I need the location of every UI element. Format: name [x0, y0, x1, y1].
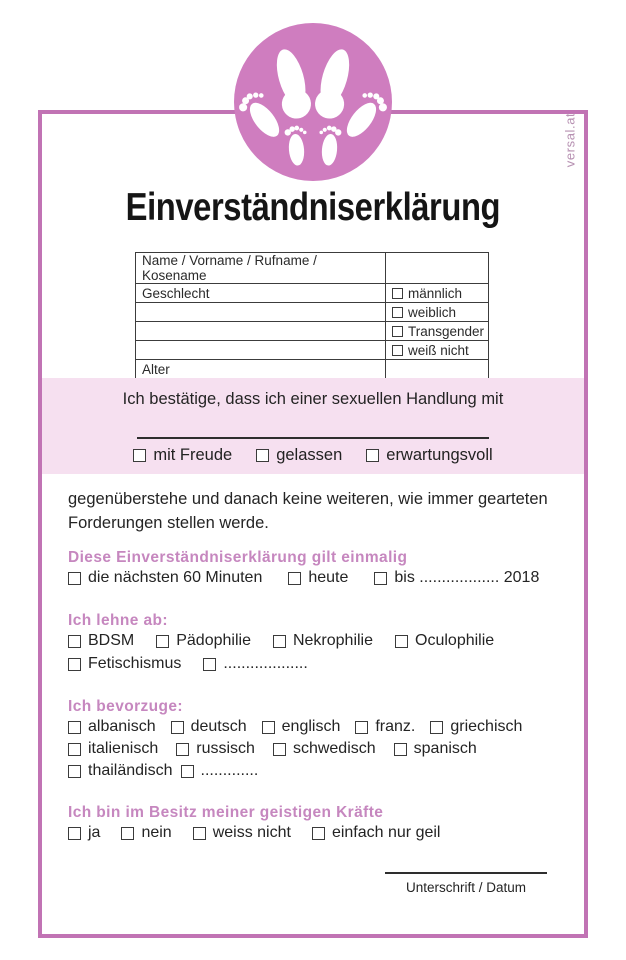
section-heading-mental: Ich bin im Besitz meiner geistigen Kräfte	[68, 804, 384, 821]
signature-label: Unterschrift / Datum	[405, 880, 527, 895]
checkbox-icon[interactable]	[392, 307, 403, 318]
empty-cell	[136, 341, 386, 360]
personal-info-table	[135, 252, 489, 379]
option-heute[interactable]: heute	[288, 569, 348, 587]
option-bis-2018[interactable]: bis .................. 2018	[374, 569, 539, 587]
checkbox-icon[interactable]	[392, 345, 403, 356]
footprints-logo-icon	[233, 22, 393, 182]
option-prefer-other[interactable]: .............	[181, 762, 259, 780]
empty-cell	[136, 303, 386, 322]
table-row	[136, 341, 489, 360]
table-row	[136, 322, 489, 341]
option-decline-other[interactable]: ...................	[203, 655, 307, 673]
option-paedophilie[interactable]: Pädophilie	[156, 632, 251, 650]
consent-statement: Ich bestätige, dass ich einer sexuellen Handlung mit	[122, 390, 504, 408]
checkbox-icon[interactable]	[355, 721, 368, 734]
option-englisch[interactable]: englisch	[262, 718, 341, 736]
option-griechisch[interactable]: griechisch	[430, 718, 522, 736]
checkbox-icon[interactable]	[68, 765, 81, 778]
gender-option-weiss-nicht[interactable]: weiß nicht	[386, 341, 489, 360]
option-albanisch[interactable]: albanisch	[68, 718, 156, 736]
checkbox-icon[interactable]	[273, 635, 286, 648]
checkbox-icon[interactable]	[203, 658, 216, 671]
checkbox-icon[interactable]	[288, 572, 301, 585]
option-franz[interactable]: franz.	[355, 718, 415, 736]
table-row-age	[136, 360, 489, 379]
option-nein[interactable]: nein	[121, 824, 171, 842]
option-schwedisch[interactable]: schwedisch	[273, 740, 376, 758]
option-60-minuten[interactable]: die nächsten 60 Minuten	[68, 569, 262, 587]
checkbox-icon[interactable]	[68, 743, 81, 756]
table-row	[136, 303, 489, 322]
brand-credit: versal.at	[562, 112, 578, 168]
consent-statement-band	[42, 378, 584, 474]
checkbox-icon[interactable]	[121, 827, 134, 840]
section-heading-prefer: Ich bevorzuge:	[68, 698, 183, 715]
signature-fill-line[interactable]	[385, 872, 547, 874]
checkbox-icon[interactable]	[394, 743, 407, 756]
checkbox-icon[interactable]	[273, 743, 286, 756]
age-value-cell[interactable]	[386, 360, 489, 379]
checkbox-icon[interactable]	[176, 743, 189, 756]
checkbox-icon[interactable]	[366, 449, 379, 462]
checkbox-icon[interactable]	[133, 449, 146, 462]
option-ja[interactable]: ja	[68, 824, 100, 842]
option-mit-freude[interactable]: mit Freude	[133, 446, 232, 465]
checkbox-icon[interactable]	[193, 827, 206, 840]
option-italienisch[interactable]: italienisch	[68, 740, 158, 758]
checkbox-icon[interactable]	[392, 288, 403, 299]
gender-label: Geschlecht	[136, 284, 386, 303]
age-label: Alter	[136, 360, 386, 379]
checkbox-icon[interactable]	[68, 572, 81, 585]
checkbox-icon[interactable]	[262, 721, 275, 734]
empty-cell	[136, 322, 386, 341]
checkbox-icon[interactable]	[68, 721, 81, 734]
option-thailaendisch[interactable]: thailändisch	[68, 762, 173, 780]
continuation-text: gegenüberstehe und danach keine weiteren, wie immer gearteten Forderungen stellen werde.	[68, 490, 548, 532]
gender-option-transgender[interactable]: Transgender	[386, 322, 489, 341]
option-erwartungsvoll[interactable]: erwartungsvoll	[366, 446, 492, 465]
option-weiss-nicht[interactable]: weiss nicht	[193, 824, 291, 842]
option-fetischismus[interactable]: Fetischismus	[68, 655, 181, 673]
checkbox-icon[interactable]	[256, 449, 269, 462]
option-einfach-nur-geil[interactable]: einfach nur geil	[312, 824, 441, 842]
table-row-name	[136, 253, 489, 284]
checkbox-icon[interactable]	[68, 827, 81, 840]
name-value-cell[interactable]	[386, 253, 489, 284]
gender-option-maennlich[interactable]: männlich	[386, 284, 489, 303]
option-gelassen[interactable]: gelassen	[256, 446, 342, 465]
checkbox-icon[interactable]	[392, 326, 403, 337]
partner-name-fill-line[interactable]	[137, 437, 489, 439]
checkbox-icon[interactable]	[68, 635, 81, 648]
option-spanisch[interactable]: spanisch	[394, 740, 477, 758]
option-nekrophilie[interactable]: Nekrophilie	[273, 632, 373, 650]
checkbox-icon[interactable]	[171, 721, 184, 734]
checkbox-icon[interactable]	[68, 658, 81, 671]
option-russisch[interactable]: russisch	[176, 740, 255, 758]
option-deutsch[interactable]: deutsch	[171, 718, 247, 736]
checkbox-icon[interactable]	[181, 765, 194, 778]
table-row-gender	[136, 284, 489, 303]
checkbox-icon[interactable]	[430, 721, 443, 734]
checkbox-icon[interactable]	[395, 635, 408, 648]
option-bdsm[interactable]: BDSM	[68, 632, 134, 650]
page-title: Einverständniserklärung	[125, 186, 501, 229]
section-heading-decline: Ich lehne ab:	[68, 612, 168, 629]
option-oculophilie[interactable]: Oculophilie	[395, 632, 494, 650]
section-heading-validity: Diese Einverständniserklärung gilt einmalig	[68, 549, 408, 566]
checkbox-icon[interactable]	[156, 635, 169, 648]
name-label: Name / Vorname / Rufname / Kosename	[136, 253, 386, 284]
gender-option-weiblich[interactable]: weiblich	[386, 303, 489, 322]
checkbox-icon[interactable]	[374, 572, 387, 585]
checkbox-icon[interactable]	[312, 827, 325, 840]
